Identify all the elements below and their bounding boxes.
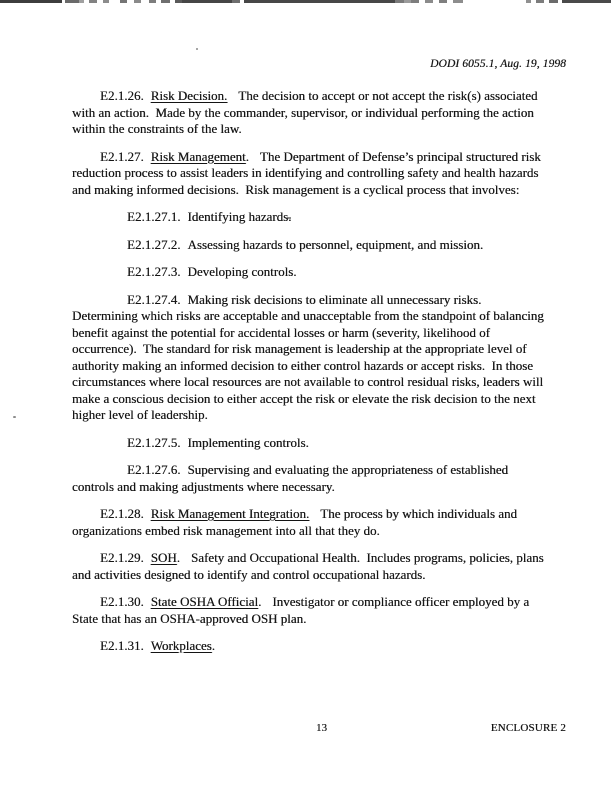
paragraph-e2-1-27-1 xyxy=(72,209,548,226)
paragraph-text: Developing controls. xyxy=(187,264,297,279)
paragraph-text: The decision to accept or not accept the risk(s) associated with an action. Made by the commander, supervisor, or individual performing the action within the constraints of the law. xyxy=(72,88,541,136)
paragraph-e2-1-27-2 xyxy=(72,237,548,254)
paragraph-e2-1-29 xyxy=(72,550,548,583)
paragraph-number: E2.1.27.5. xyxy=(127,434,181,450)
paragraph-number: E2.1.27.4. xyxy=(127,291,181,307)
page-number: 13 xyxy=(316,722,327,734)
paragraph-e2-1-27-3 xyxy=(72,264,548,281)
paragraph-number: E2.1.27.6. xyxy=(127,462,181,477)
paragraph-e2-1-27-6 xyxy=(72,462,548,495)
header-doc-reference: DODI 6055.1, Aug. 19, 1998 xyxy=(430,58,566,70)
paragraph-text: Safety and Occupational Health. Includes programs, policies, plans and activities designed to identify and control occupational hazards. xyxy=(72,550,547,582)
paragraph-number: E2.1.27.1. xyxy=(127,209,181,224)
paragraph-e2-1-27-5 xyxy=(72,435,548,452)
paragraph-e2-1-30 xyxy=(72,594,548,627)
paragraph-number: E2.1.28. xyxy=(100,506,144,521)
defined-term: Workplaces xyxy=(150,638,212,653)
paragraph-text: The Department of Defense’s principal structured risk reduction process to assist leaders in identifying and controlling safety and health hazards and making informed decisions. Risk management is a cyclical process that involves: xyxy=(72,148,545,197)
paragraph-text: Supervising and evaluating the appropriateness of established controls and making adjustments where necessary. xyxy=(72,462,512,494)
defined-term: Risk Management xyxy=(150,148,246,164)
paragraph-text: Investigator or compliance officer employed by a State that has an OSHA-approved OSH plan. xyxy=(72,594,533,626)
term-suffix: . xyxy=(176,550,180,565)
defined-term: SOH xyxy=(150,550,177,565)
defined-term: State OSHA Official xyxy=(150,594,259,609)
paragraph-e2-1-27 xyxy=(72,149,548,199)
term-suffix: . xyxy=(211,638,215,653)
paragraph-number: E2.1.27.3. xyxy=(127,264,181,279)
document-body xyxy=(72,88,548,666)
scan-speck xyxy=(196,48,198,50)
paragraph-e2-1-26 xyxy=(72,88,548,138)
paragraph-e2-1-31 xyxy=(72,638,548,655)
paragraph-number: E2.1.27. xyxy=(100,148,144,164)
paragraph-text: Identifying hazards. xyxy=(187,209,292,224)
paragraph-number: E2.1.31. xyxy=(100,638,144,653)
paragraph-number: E2.1.26. xyxy=(100,88,144,103)
paragraph-number: E2.1.27.2. xyxy=(127,236,181,252)
paragraph-e2-1-27-4 xyxy=(72,292,548,424)
defined-term: Risk Decision. xyxy=(150,88,228,103)
enclosure-label: ENCLOSURE 2 xyxy=(490,722,566,734)
defined-term: Risk Management Integration. xyxy=(150,506,310,521)
paragraph-text: Assessing hazards to personnel, equipment, and mission. xyxy=(187,236,484,252)
term-suffix: . xyxy=(258,594,262,609)
paragraph-number: E2.1.29. xyxy=(100,550,144,565)
paragraph-text: Making risk decisions to eliminate all unnecessary risks. Determining which risks are acceptable and unacceptable from the standpoint of balancing benefit against the potential for accidental losses or harm (severity, likelihood of occurrence). The standard for risk management is leadership at the appropriate level of authority making an informed decision to either control hazards or accept risks. In those circumstances where local resources are not available to control residual risks, leaders will make a conscious decision to either accept the risk or elevate the risk decision to the next higher level of leadership. xyxy=(72,291,548,422)
scan-artifact-line xyxy=(0,0,611,3)
term-suffix: . xyxy=(245,148,249,164)
paragraph-number: E2.1.30. xyxy=(100,594,144,609)
scan-speck xyxy=(13,416,16,418)
paragraph-e2-1-28 xyxy=(72,506,548,539)
paragraph-text: Implementing controls. xyxy=(187,434,309,450)
paragraph-text: The process by which individuals and organizations embed risk management into all that they do. xyxy=(72,506,521,538)
